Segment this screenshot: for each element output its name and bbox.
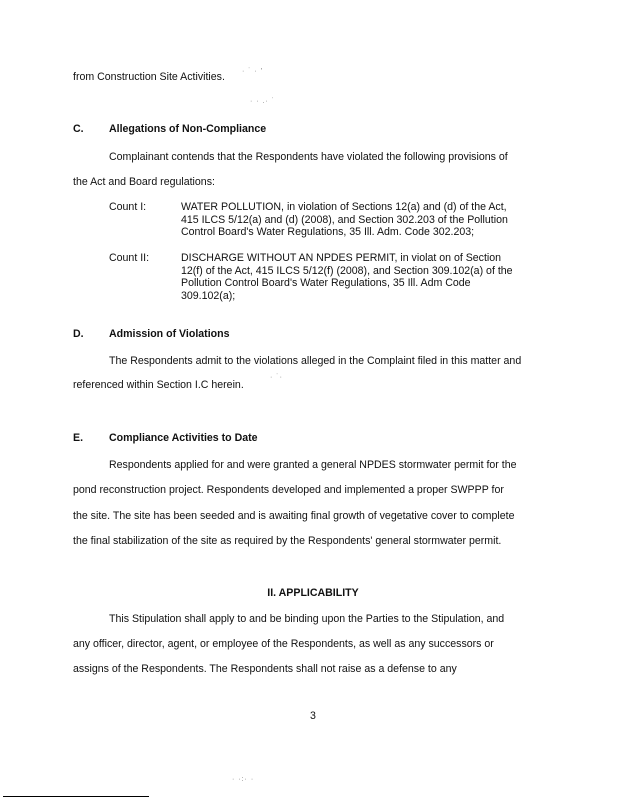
section-c-letter: C. [73, 123, 84, 135]
count-i-line: Control Board's Water Regulations, 35 Ill. Adm. Code 302.203; [181, 226, 475, 238]
count-ii-line: DISCHARGE WITHOUT AN NPDES PERMIT, in violat on of Section [181, 252, 502, 264]
count-ii-text [181, 252, 513, 302]
section-e-line: the site. The site has been seeded and is awaiting final growth of vegetative cover to complete [73, 510, 515, 522]
page-number: 3 [310, 710, 316, 722]
section-e-letter: E. [73, 432, 84, 444]
count-i-line: 415 ILCS 5/12(a) and (d) (2008), and Section 302.203 of the Pollution [181, 213, 508, 226]
section-e-line: the final stabilization of the site as required by the Respondents' general stormwater permit. [73, 535, 502, 547]
section-ii-heading: II. APPLICABILITY [267, 587, 359, 599]
section-ii-line: assigns of the Respondents. The Respondents shall not raise as a defense to any [73, 663, 457, 675]
count-i-line: WATER POLLUTION, in violation of Sections 12(a) and (d) of the Act, [181, 201, 507, 213]
section-d-line: referenced within Section I.C herein. [73, 379, 244, 391]
count-ii-line: Pollution Control Board's Water Regulations, 35 Ill. Adm Code [181, 277, 471, 289]
section-e-line: Respondents applied for and were granted a general NPDES stormwater permit for the [109, 459, 517, 471]
intro-line: from Construction Site Activities. [73, 71, 225, 83]
section-c-paragraph-line: the Act and Board regulations: [73, 176, 215, 188]
section-e-title: Compliance Activities to Date [109, 432, 258, 444]
section-c-title: Allegations of Non-Compliance [109, 123, 267, 135]
scan-speck: · ˙ · ' [242, 68, 264, 75]
section-d-title: Admission of Violations [109, 328, 230, 340]
count-ii-label: Count II: [109, 252, 150, 264]
count-ii-line: 12(f) of the Act, 415 ILCS 5/12(f) (2008), and Section 309.102(a) of the [181, 264, 513, 277]
scan-speck: · · .· ˙ [250, 98, 276, 105]
section-ii-line: any officer, director, agent, or employee of the Respondents, as well as any successors or [73, 638, 494, 650]
section-ii-line: This Stipulation shall apply to and be binding upon the Parties to the Stipulation, and [109, 613, 505, 625]
count-ii-line: 309.102(a); [181, 289, 236, 302]
section-e-line: pond reconstruction project. Respondents developed and implemented a proper SWPPP for [73, 484, 504, 496]
section-d-line: The Respondents admit to the violations alleged in the Complaint filed in this matter and [109, 355, 522, 367]
section-d-letter: D. [73, 328, 84, 340]
section-c-paragraph-line: Complainant contends that the Respondents have violated the following provisions of [109, 151, 508, 163]
scan-speck: · ·:· · [232, 776, 255, 783]
count-i-text [181, 201, 508, 239]
scan-speck: · ˙· [270, 374, 283, 381]
footnote-rule [3, 796, 149, 797]
count-i-label: Count I: [109, 201, 147, 213]
